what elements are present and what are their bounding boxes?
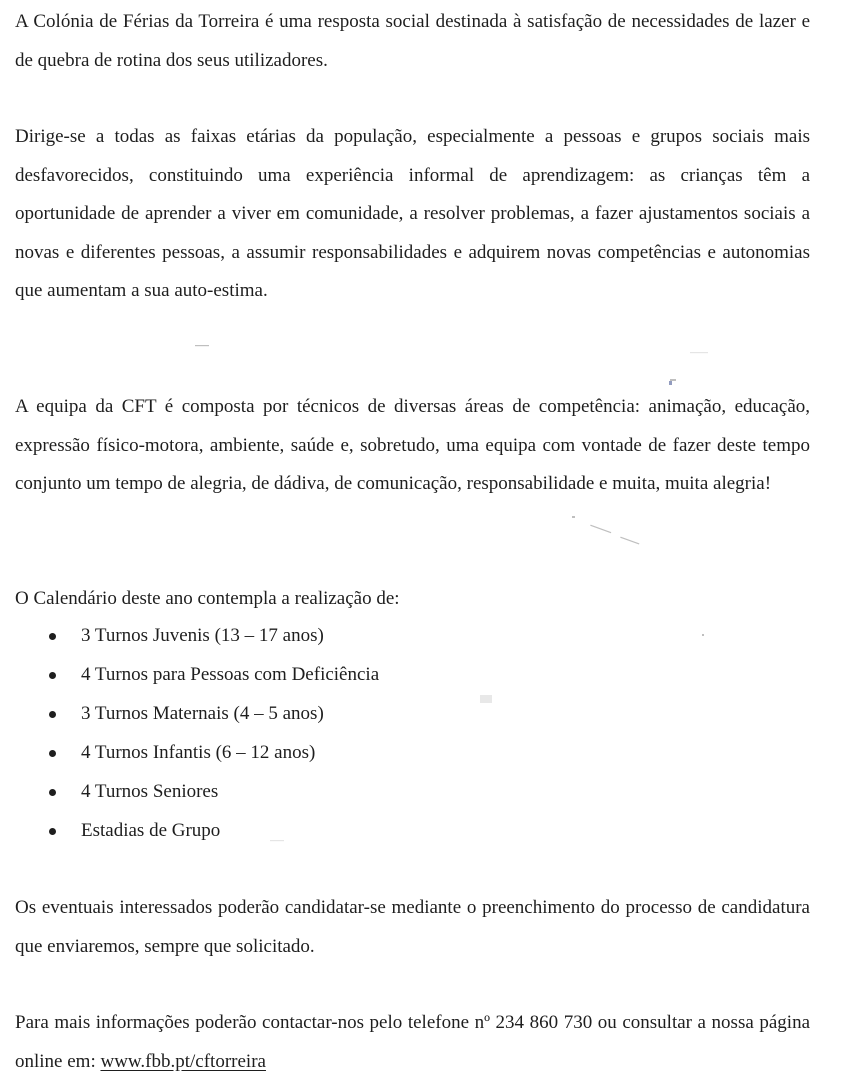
bullet-icon (49, 828, 56, 835)
website-link[interactable]: www.fbb.pt/cftorreira (100, 1050, 266, 1072)
list-item (15, 694, 379, 733)
team-paragraph: A equipa da CFT é composta por técnicos de diversas áreas de competência: animação, educação, expressão físico-motora, ambiente, saúde e, sobretudo, uma equipa com vontade de fazer deste tempo conjunto um tempo de alegria, de dádiva, de comunicação, responsabilidade e muita, muita alegria! (15, 396, 810, 494)
list-item (15, 733, 379, 772)
contact-paragraph (15, 1004, 810, 1081)
list-item-label: 4 Turnos Infantis (6 – 12 anos) (81, 742, 316, 763)
bullet-icon (49, 711, 56, 718)
list-item-label: 3 Turnos Maternais (4 – 5 anos) (81, 703, 324, 724)
calendar-intro: O Calendário deste ano contempla a realização de: (15, 588, 400, 609)
application-paragraph: Os eventuais interessados poderão candidatar-se mediante o preenchimento do processo de candidatura que enviaremos, sempre que solicitado. (15, 897, 810, 957)
intro-paragraph: A Colónia de Férias da Torreira é uma resposta social destinada à satisfação de necessidades de lazer e de quebra de rotina dos seus utilizadores. (15, 11, 810, 71)
list-item-label: 4 Turnos Seniores (81, 781, 219, 802)
list-item (15, 655, 379, 694)
list-item (15, 616, 379, 655)
bullet-icon (49, 672, 56, 679)
bullet-icon (49, 750, 56, 757)
calendar-list (15, 616, 379, 850)
bullet-icon (49, 633, 56, 640)
bullet-icon (49, 789, 56, 796)
contact-text: Para mais informações poderão contactar-nos pelo telefone nº 234 860 730 ou consultar a nossa página online em: (15, 1012, 810, 1072)
list-item-label: 4 Turnos para Pessoas com Deficiência (81, 664, 380, 685)
list-item (15, 811, 379, 850)
list-item-label: Estadias de Grupo (81, 820, 221, 841)
list-item-label: 3 Turnos Juvenis (13 – 17 anos) (81, 625, 324, 646)
audience-paragraph: Dirige-se a todas as faixas etárias da população, especialmente a pessoas e grupos sociais mais desfavorecidos, constituindo uma experiência informal de aprendizagem: as crianças têm a oportunidade de aprender a viver em comunidade, a resolver problemas, a fazer ajustamentos sociais a novas e diferentes pessoas, a assumir responsabilidades e adquirem novas competências e autonomias que aumentam a sua auto-estima. (15, 126, 810, 301)
list-item (15, 772, 379, 811)
